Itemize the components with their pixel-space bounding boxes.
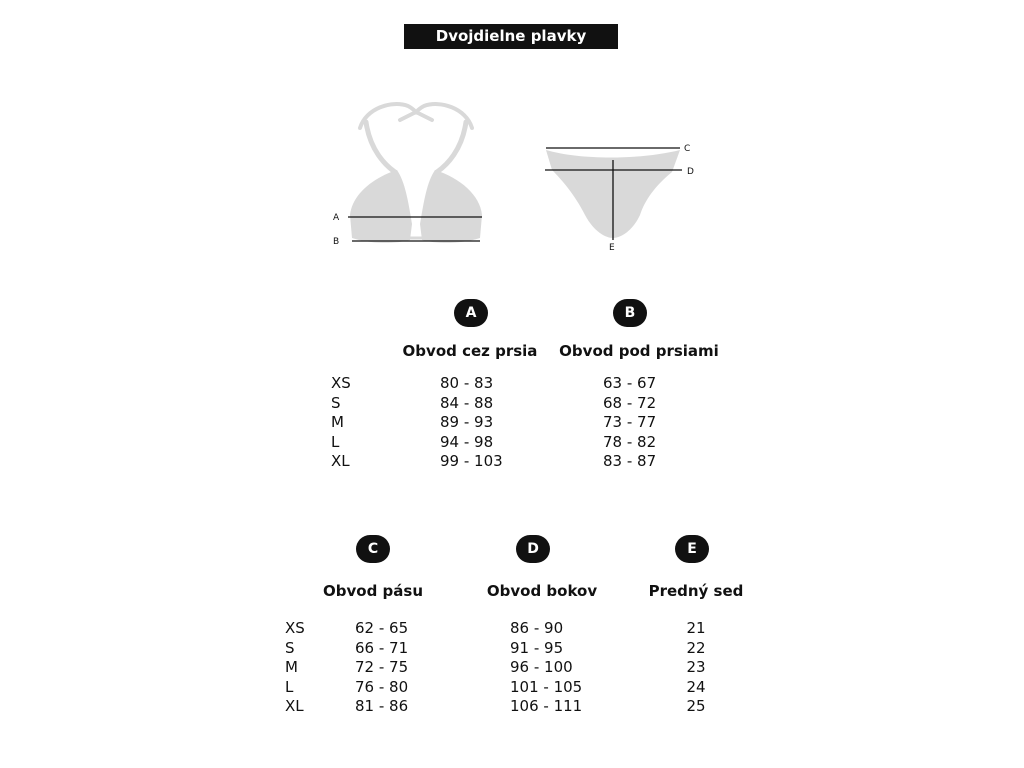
table-cell: 84 - 88 bbox=[440, 393, 494, 412]
table-cell: 78 - 82 bbox=[603, 432, 657, 451]
badge-b: B bbox=[613, 299, 647, 327]
size-s: S bbox=[285, 638, 295, 657]
table-cell: 66 - 71 bbox=[355, 638, 409, 657]
table-cell: 99 - 103 bbox=[440, 452, 503, 470]
table-cell: 25 bbox=[686, 697, 706, 715]
label-a: A bbox=[333, 213, 340, 223]
column-c-values bbox=[355, 619, 408, 717]
size-m: M bbox=[285, 658, 298, 676]
header-obvod-bokov: Obvod bokov bbox=[486, 582, 598, 600]
header-obvod-cez-prsia: Obvod cez prsia bbox=[402, 342, 538, 360]
swimsuit-diagram bbox=[0, 0, 1024, 300]
header-obvod-pod-prsiami: Obvod pod prsiami bbox=[559, 342, 719, 360]
label-e: E bbox=[609, 243, 615, 253]
header-obvod-pasu: Obvod pásu bbox=[323, 582, 423, 600]
bikini-top-illustration bbox=[333, 104, 482, 247]
size-xs: XS bbox=[331, 374, 351, 392]
bikini-bottom-illustration bbox=[545, 144, 694, 253]
badge-a: A bbox=[454, 299, 488, 327]
column-b-values bbox=[603, 374, 656, 472]
badge-e: E bbox=[675, 535, 709, 563]
page-title: Dvojdielne plavky bbox=[404, 24, 618, 49]
top-size-column bbox=[331, 374, 351, 472]
table-cell: 94 - 98 bbox=[440, 432, 494, 451]
size-l: L bbox=[285, 677, 294, 696]
table-cell: 83 - 87 bbox=[603, 452, 657, 470]
size-xl: XL bbox=[285, 697, 304, 715]
label-b: B bbox=[333, 237, 340, 247]
size-l: L bbox=[331, 432, 340, 451]
table-cell: 80 - 83 bbox=[440, 374, 494, 392]
badge-d: D bbox=[516, 535, 550, 563]
table-cell: 91 - 95 bbox=[510, 638, 564, 657]
label-c: C bbox=[684, 144, 691, 154]
table-cell: 89 - 93 bbox=[440, 413, 494, 431]
table-cell: 24 bbox=[686, 677, 706, 696]
size-s: S bbox=[331, 393, 341, 412]
column-d-values bbox=[510, 619, 582, 717]
size-m: M bbox=[331, 413, 344, 431]
table-cell: 86 - 90 bbox=[510, 619, 564, 637]
bottom-size-column bbox=[285, 619, 305, 717]
size-xl: XL bbox=[331, 452, 350, 470]
table-cell: 101 - 105 bbox=[510, 677, 583, 696]
badge-c: C bbox=[356, 535, 390, 563]
label-d: D bbox=[687, 167, 694, 177]
table-cell: 63 - 67 bbox=[603, 374, 657, 392]
table-cell: 72 - 75 bbox=[355, 658, 409, 676]
table-cell: 23 bbox=[686, 658, 706, 676]
table-cell: 21 bbox=[686, 619, 706, 637]
column-e-values bbox=[676, 619, 716, 717]
table-cell: 62 - 65 bbox=[355, 619, 409, 637]
table-cell: 76 - 80 bbox=[355, 677, 409, 696]
table-cell: 96 - 100 bbox=[510, 658, 573, 676]
header-predny-sed: Predný sed bbox=[648, 582, 744, 600]
table-cell: 81 - 86 bbox=[355, 697, 409, 715]
table-cell: 106 - 111 bbox=[510, 697, 583, 715]
table-cell: 22 bbox=[686, 638, 706, 657]
table-cell: 73 - 77 bbox=[603, 413, 657, 431]
size-xs: XS bbox=[285, 619, 305, 637]
column-a-values bbox=[440, 374, 503, 472]
table-cell: 68 - 72 bbox=[603, 393, 657, 412]
